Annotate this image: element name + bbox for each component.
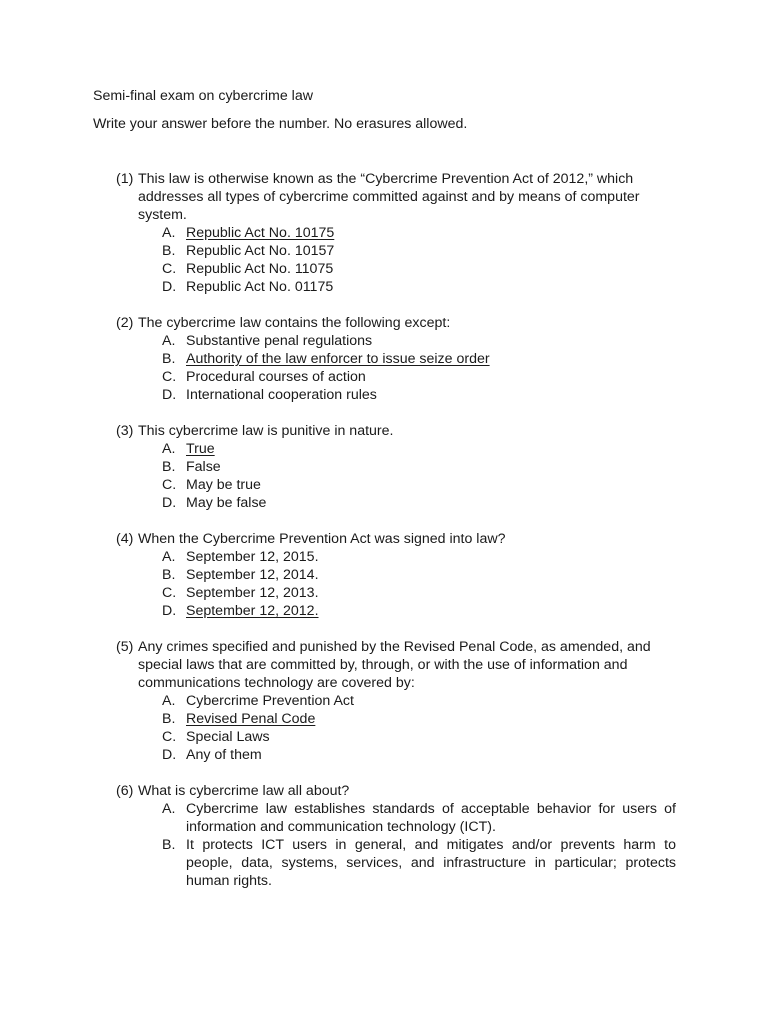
- answer-option: [162, 476, 676, 494]
- marked-answer-option: [162, 224, 676, 242]
- marked-answer-option: [162, 350, 676, 368]
- option-letter: D.: [162, 603, 177, 619]
- answer-option: [162, 584, 676, 602]
- option-text: May be true: [186, 477, 261, 493]
- marked-answer-option: [162, 602, 676, 620]
- option-letter: A.: [162, 801, 176, 817]
- question-number: (4): [116, 531, 134, 547]
- question-number: (3): [116, 423, 134, 439]
- option-letter: B.: [162, 711, 176, 727]
- option-text: May be false: [186, 495, 267, 511]
- option-text: It protects ICT users in general, and mitigates and/or prevents harm to people, data, systems, services, and infrastructure in particular; protects human rights.: [186, 837, 676, 889]
- question-item: [116, 314, 676, 404]
- question-number: (5): [116, 639, 134, 655]
- option-text: False: [186, 459, 221, 475]
- option-letter: B.: [162, 567, 176, 583]
- answer-option: [162, 386, 676, 404]
- option-letter: D.: [162, 495, 177, 511]
- option-text: Republic Act No. 11075: [186, 261, 334, 277]
- option-letter: C.: [162, 261, 177, 277]
- option-text: September 12, 2013.: [186, 585, 319, 601]
- option-letter: A.: [162, 549, 176, 565]
- question-text: When the Cybercrime Prevention Act was signed into law?: [138, 531, 506, 547]
- question-item: [116, 638, 676, 764]
- option-list: [162, 692, 676, 764]
- option-letter: B.: [162, 243, 176, 259]
- question-text: The cybercrime law contains the following except:: [138, 315, 451, 331]
- option-text: September 12, 2014.: [186, 567, 319, 583]
- option-text: Substantive penal regulations: [186, 333, 373, 349]
- option-text: Any of them: [186, 747, 262, 763]
- option-text: International cooperation rules: [186, 387, 377, 403]
- question-text: This cybercrime law is punitive in nature.: [138, 423, 394, 439]
- page-title: Semi-final exam on cybercrime law: [93, 88, 313, 104]
- question-item: [116, 170, 676, 296]
- answer-option: [162, 548, 676, 566]
- answer-option: [162, 494, 676, 512]
- answer-option: [162, 332, 676, 350]
- option-text: Republic Act No. 10157: [186, 243, 335, 259]
- option-text: September 12, 2015.: [186, 549, 319, 565]
- option-text: Authority of the law enforcer to issue seize order: [186, 351, 490, 367]
- option-letter: C.: [162, 729, 177, 745]
- instructions: Write your answer before the number. No erasures allowed.: [93, 116, 468, 132]
- option-text: Revised Penal Code: [186, 711, 316, 727]
- option-letter: A.: [162, 225, 176, 241]
- answer-option: [162, 242, 676, 260]
- option-letter: B.: [162, 351, 176, 367]
- option-text: Republic Act No. 10175: [186, 225, 335, 241]
- option-letter: B.: [162, 837, 176, 853]
- option-letter: D.: [162, 279, 177, 295]
- question-number: (1): [116, 171, 134, 187]
- question-item: [116, 422, 676, 512]
- option-letter: D.: [162, 387, 177, 403]
- option-text: Cybercrime Prevention Act: [186, 693, 354, 709]
- option-list: [162, 548, 676, 620]
- marked-answer-option: [162, 710, 676, 728]
- option-text: Procedural courses of action: [186, 369, 366, 385]
- option-letter: C.: [162, 585, 177, 601]
- option-letter: C.: [162, 477, 177, 493]
- option-letter: A.: [162, 333, 176, 349]
- option-letter: A.: [162, 693, 176, 709]
- question-item: [116, 530, 676, 620]
- option-letter: C.: [162, 369, 177, 385]
- option-text: Cybercrime law establishes standards of acceptable behavior for users of information and communication technology (ICT).: [186, 801, 676, 835]
- answer-option: [162, 368, 676, 386]
- answer-option: [162, 458, 676, 476]
- question-number: (2): [116, 315, 134, 331]
- option-text: True: [186, 441, 215, 457]
- answer-option: [162, 728, 676, 746]
- option-letter: A.: [162, 441, 176, 457]
- answer-option: [162, 692, 676, 710]
- answer-option: [162, 800, 676, 836]
- question-text: What is cybercrime law all about?: [138, 783, 350, 799]
- answer-option: [162, 260, 676, 278]
- option-list: [162, 800, 676, 890]
- question-text: This law is otherwise known as the “Cybercrime Prevention Act of 2012,” which addresses all types of cybercrime committed against and by means of computer system.: [138, 171, 640, 223]
- option-letter: D.: [162, 747, 177, 763]
- marked-answer-option: [162, 440, 676, 458]
- option-letter: B.: [162, 459, 176, 475]
- option-list: [162, 224, 676, 296]
- option-text: Special Laws: [186, 729, 270, 745]
- answer-option: [162, 836, 676, 890]
- option-list: [162, 440, 676, 512]
- option-text: September 12, 2012.: [186, 603, 319, 619]
- question-item: [116, 782, 676, 890]
- answer-option: [162, 746, 676, 764]
- answer-option: [162, 278, 676, 296]
- question-text: Any crimes specified and punished by the Revised Penal Code, as amended, and special laws that are committed by, through, or with the use of information and communications technology are covered by:: [138, 639, 651, 691]
- option-text: Republic Act No. 01175: [186, 279, 334, 295]
- answer-option: [162, 566, 676, 584]
- question-number: (6): [116, 783, 134, 799]
- option-list: [162, 332, 676, 404]
- question-list: [116, 170, 676, 908]
